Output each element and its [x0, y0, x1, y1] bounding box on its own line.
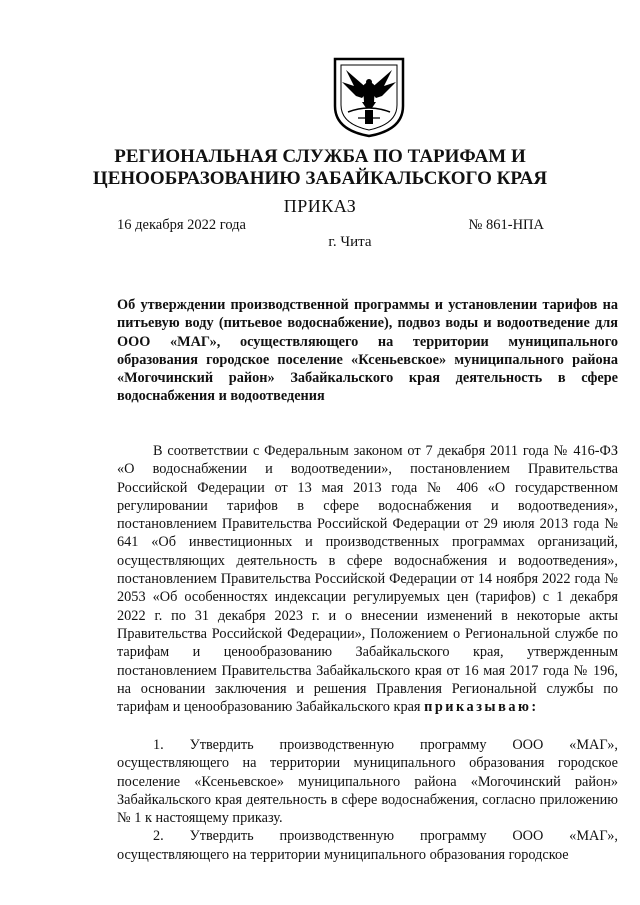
organization-name-line-2: ЦЕНООБРАЗОВАНИЮ ЗАБАЙКАЛЬСКОГО КРАЯ: [92, 168, 548, 189]
order-item-2: 2. Утвердить производственную программу ООО «МАГ», осуществляющего на территории муниципального образования городское: [117, 828, 618, 863]
organization-name-line-1: РЕГИОНАЛЬНАЯ СЛУЖБА ПО ТАРИФАМ И: [114, 146, 526, 167]
order-date: 16 декабря 2022 года: [117, 217, 246, 233]
coat-of-arms-emblem: [332, 56, 406, 138]
order-subject: Об утверждении производственной программы и установлении тарифов на питьевую воду (питьевое водоснабжение), подвоз воды и водоотведение для ООО «МАГ», осуществляющего на территории муниципального образования городское поселение «Ксеньевское» муниципального района «Могочинский район» Забайкальского края деятельность в сфере водоснабжения и водоотведения: [117, 297, 618, 405]
preamble-paragraph: [117, 442, 618, 716]
document-type: ПРИКАЗ: [283, 196, 357, 216]
order-command: приказываю:: [424, 699, 539, 716]
order-number: № 861-НПА: [468, 217, 544, 233]
order-items: [117, 736, 618, 864]
city: г. Чита: [328, 234, 372, 250]
order-item-1: 1. Утвердить производственную программу ООО «МАГ», осуществляющего на территории муниципального образования городское поселение «Ксеньевское» муниципального района «Могочинский район» Забайкальского края деятельность в сфере водоснабжения, согласно приложению № 1 к настоящему приказу.: [117, 737, 618, 827]
preamble-text: В соответствии с Федеральным законом от 7 декабря 2011 года № 416-ФЗ «О водоснабжении и водоотведении», постановлением Правительства Российской Федерации от 13 мая 2013 года № 406 «О государственном регулировании тарифов в сфере водоснабжения и водоотведения», постановлением Правительства Российской Федерации от 29 июля 2013 года № 641 «Об инвестиционных и производственных программах организаций, осуществляющих деятельность в сфере водоснабжения и водоотведения», постановлением Правительства Российской Федерации от 14 ноября 2022 года № 2053 «Об особенностях индексации регулируемых цен (тарифов) с 1 декабря 2022 г. по 31 декабря 2023 г. и о внесении изменений в некоторые акты Правительства Российской Федерации», Положением о Региональной службе по тарифам и ценообразованию Забайкальского края, утвержденным постановлением Правительства Забайкальского края от 16 мая 2017 года № 196, на основании заключения и решения Правления Региональной службы по тарифам и ценообразованию Забайкальского края: [117, 443, 618, 716]
